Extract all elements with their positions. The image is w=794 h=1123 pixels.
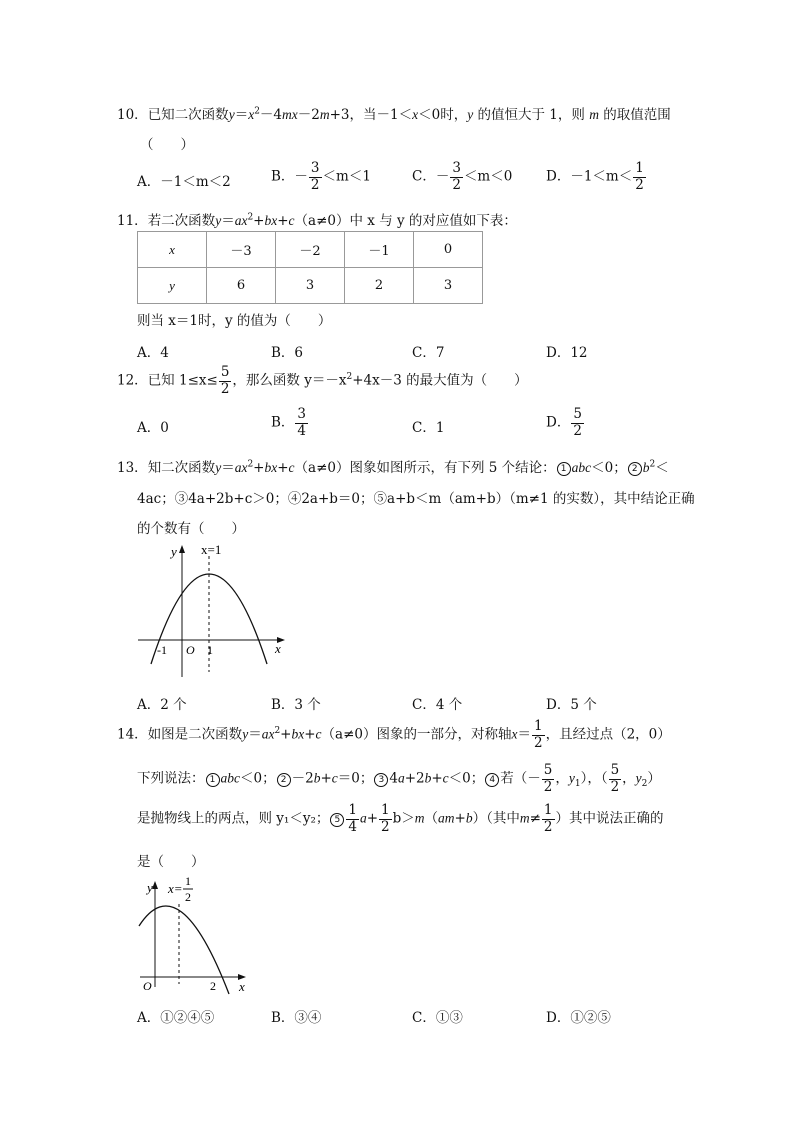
q11-value-table [137,231,483,304]
q11-option-c: C．7 [412,345,445,361]
graph-axis-label: x= [168,881,183,896]
q10-option-b: B．－ $\frac{3}{2}$ ＜m＜1 [271,160,371,193]
graph-axis-fraction-den: 2 [185,890,191,904]
q14-stem-line4: 是（ ） [137,854,205,870]
table-cell: －1 [345,232,414,268]
q14-stem-line3: 是抛物线上的两点，则 y₁＜y₂； 5 $\frac{1}{4}$ a+ $\frac{1}{2}$ b＞m（am+b）（其中m≠ $\frac{1}{2}$ ）其中说法正确的 [137,802,664,835]
q14-option-b: B．③④ [271,1010,322,1026]
q13-option-b: B．3 个 [271,697,321,713]
q13-option-a: A．2 个 [137,697,187,713]
graph-origin-label: O [143,979,152,993]
q14-option-d: D．①②⑤ [546,1010,611,1026]
graph-axis-label: x=1 [201,542,222,557]
graph-two-label: 2 [210,979,216,993]
q10-stem: 10．已知二次函数$y=x^2-4mx-2m+3$，当－1＜x＜0时，y 的值恒大于 1，则 m 的取值范围 [117,106,671,123]
q13-stem-line1: 13．知二次函数$y=ax^2+bx+c(a\ne 0)$图象如图所示，有下列 5 个结论： 1 abc＜0； 2 $b^2<$ [117,459,669,476]
q14-option-a: A．①②④⑤ [137,1010,215,1026]
table-row [138,232,483,268]
q11-option-a: A．4 [137,345,169,361]
graph-axis-fraction-num: 1 [185,874,191,888]
q13-stem-line3: 的个数有（ ） [137,521,245,537]
q12-option-c: C．1 [412,420,445,436]
q10-option-d: D．－1＜m＜ $\frac{1}{2}$ [546,160,644,193]
table-cell: 3 [276,268,345,304]
q14-stem-line1: 14．如图是二次函数$y=ax^2+bx+c(a\ne 0)$图象的一部分，对称轴x＝ $\frac{1}{2}$ ，且经过点（2，0） [117,718,671,751]
graph-x-label: x [275,641,281,656]
q12-stem: 12．已知 1≤x≤ $\frac{5}{2}$ ，那么函数 $y=-x^2+4x-3$ 的最大值为（ ） [117,364,528,397]
q12-option-d: D． $\frac{5}{2}$ [546,406,582,439]
q13-stem-line2: 4ac；③4a+2b+c＞0；④2a+b＝0；⑤a+b＜m（am+b）（m≠1 的实数），其中结论正确 [137,491,695,507]
q11-question: 则当 x＝1时，y 的值为（ ） [137,313,332,329]
graph-y-label: y [171,544,177,559]
table-cell: 3 [414,268,483,304]
q13-parabola-graph [135,540,290,680]
q11-option-b: B．6 [271,345,304,361]
q12-option-a: A．0 [137,420,169,436]
q14-stem-line2: 下列说法： 1 abc＜0； 2 －2b+c＝0； 3 4a+2b+c＜0； 4 若（－ $\frac{5}{2}$ ，$y_1$），（ $\frac{5}{2}$ ，$y_2$） [137,762,661,795]
graph-neg1-label: -1 [157,643,167,657]
table-cell: 6 [207,268,276,304]
table-cell: －3 [207,232,276,268]
table-cell: 0 [414,232,483,268]
q13-option-d: D．5 个 [546,697,597,713]
table-cell: 2 [345,268,414,304]
q10-option-c: C．－ $\frac{3}{2}$ ＜m＜0 [412,160,513,193]
table-cell: y [138,268,207,304]
graph-y-label: y [147,880,153,895]
q11-option-d: D．12 [546,345,588,361]
q14-parabola-graph [135,872,255,997]
table-cell: x [138,232,207,268]
q13-option-c: C．4 个 [412,697,463,713]
graph-origin-label: O [186,643,195,657]
q10-paren: （ ） [140,137,194,153]
q12-option-b: B． $\frac{3}{4}$ [271,406,307,439]
table-row [138,268,483,304]
graph-one-label: 1 [207,643,213,657]
graph-x-label: x [239,979,245,994]
q10-option-a: A．－1＜m＜2 [137,174,231,190]
q11-stem: 11．若二次函数$y=ax^2+bx+c(a\ne 0)$中 x 与 y 的对应值如下表： [117,212,517,229]
table-cell: －2 [276,232,345,268]
q14-option-c: C．①③ [412,1010,463,1026]
